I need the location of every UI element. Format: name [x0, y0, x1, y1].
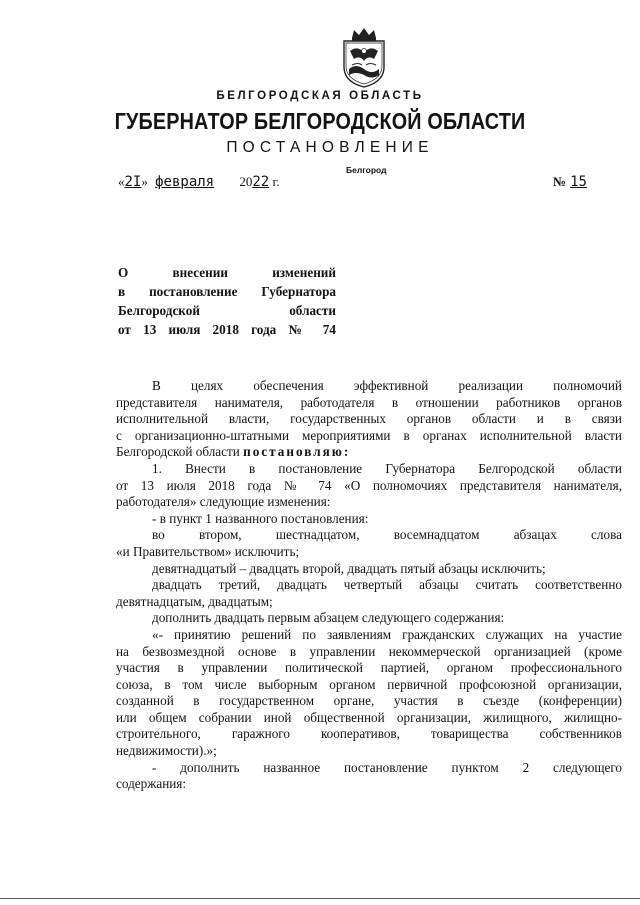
- number-value: 15: [570, 174, 587, 190]
- body-text: Белгородской области: [116, 444, 240, 460]
- body-line: содержания:: [116, 776, 187, 792]
- body-line: двадцать третий, двадцать четвертый абзацы считать соответственно: [152, 577, 622, 593]
- subject-line: О внесении изменений: [118, 265, 336, 280]
- decree-date: [118, 174, 280, 190]
- decree-body: [116, 378, 622, 793]
- resolve-word: постановляю:: [243, 444, 351, 460]
- date-year-prefix: 20: [239, 174, 253, 189]
- bottom-scan-edge: [0, 898, 640, 899]
- city-name: Белгород: [346, 165, 387, 175]
- body-line: «- принятию решений по заявлениям гражданских служащих на участие: [152, 626, 622, 642]
- coat-of-arms-icon: [340, 27, 388, 89]
- body-line: созданной в государственном органе, участия в съезде (конференции): [116, 693, 622, 709]
- body-line: представителя нанимателя, работодателя в отношении работников органов: [116, 394, 622, 410]
- body-line: - дополнить названное постановление пунктом 2 следующего: [152, 759, 622, 775]
- number-label: №: [553, 174, 567, 189]
- body-line: девятнадцатым, двадцатым;: [116, 593, 273, 609]
- body-line: во втором, шестнадцатом, восемнадцатом абзацах слова: [152, 527, 622, 543]
- body-line: недвижимости).»;: [116, 743, 217, 759]
- decree-subject: [118, 263, 336, 339]
- body-line: В целях обеспечения эффективной реализации полномочий: [152, 378, 622, 393]
- document-type: ПОСТАНОВЛЕНИЕ: [226, 139, 434, 156]
- body-line: девятнадцатый – двадцать второй, двадцать пятый абзацы исключить;: [152, 560, 546, 576]
- body-line: на безвозмездной основе в управлении некоммерческой организацией (кроме: [116, 643, 622, 659]
- body-line: строительного, гаражного кооперативов, товарищества собственников: [116, 726, 622, 742]
- body-line: участия в управлении политической партией, органом профессионального: [116, 660, 622, 676]
- subject-line: от 13 июля 2018 года № 74: [118, 322, 336, 337]
- body-line: работодателя» следующие изменения:: [116, 494, 331, 510]
- governor-title: ГУБЕРНАТОР БЕЛГОРОДСКОЙ ОБЛАСТИ: [114, 108, 526, 134]
- body-line: 1. Внести в постановление Губернатора Белгородской области: [152, 460, 622, 476]
- date-month: февраля: [155, 174, 215, 190]
- region-name: БЕЛГОРОДСКАЯ ОБЛАСТЬ: [216, 90, 424, 102]
- body-line: «и Правительством» исключить;: [116, 543, 300, 559]
- decree-number: [553, 174, 595, 190]
- date-year-unit: г.: [272, 174, 280, 189]
- body-line: дополнить двадцать первым абзацем следующего содержания:: [152, 610, 505, 626]
- subject-line: Белгородской области: [118, 303, 336, 318]
- date-year-suffix: 22: [252, 174, 270, 190]
- date-open-quote: «: [118, 174, 125, 189]
- subject-line: в постановление Губернатора: [118, 284, 336, 299]
- body-line: или общем собрании иной общественной организации, жилищного, жилищно-: [116, 709, 622, 725]
- body-line: союза, в том числе выборным органом первичной профсоюзной организации,: [116, 676, 622, 692]
- date-close-quote: »: [141, 174, 148, 189]
- body-line: исполнительной власти, государственных органов области и в связи: [116, 411, 622, 427]
- date-day: 2I: [124, 174, 142, 190]
- body-line: [116, 444, 622, 461]
- body-line: от 13 июля 2018 года № 74 «О полномочиях представителя нанимателя,: [116, 477, 622, 493]
- body-line: с организационно-штатными мероприятиями в органах исполнительной власти: [116, 427, 622, 443]
- body-line: - в пункт 1 названного постановления:: [152, 510, 369, 526]
